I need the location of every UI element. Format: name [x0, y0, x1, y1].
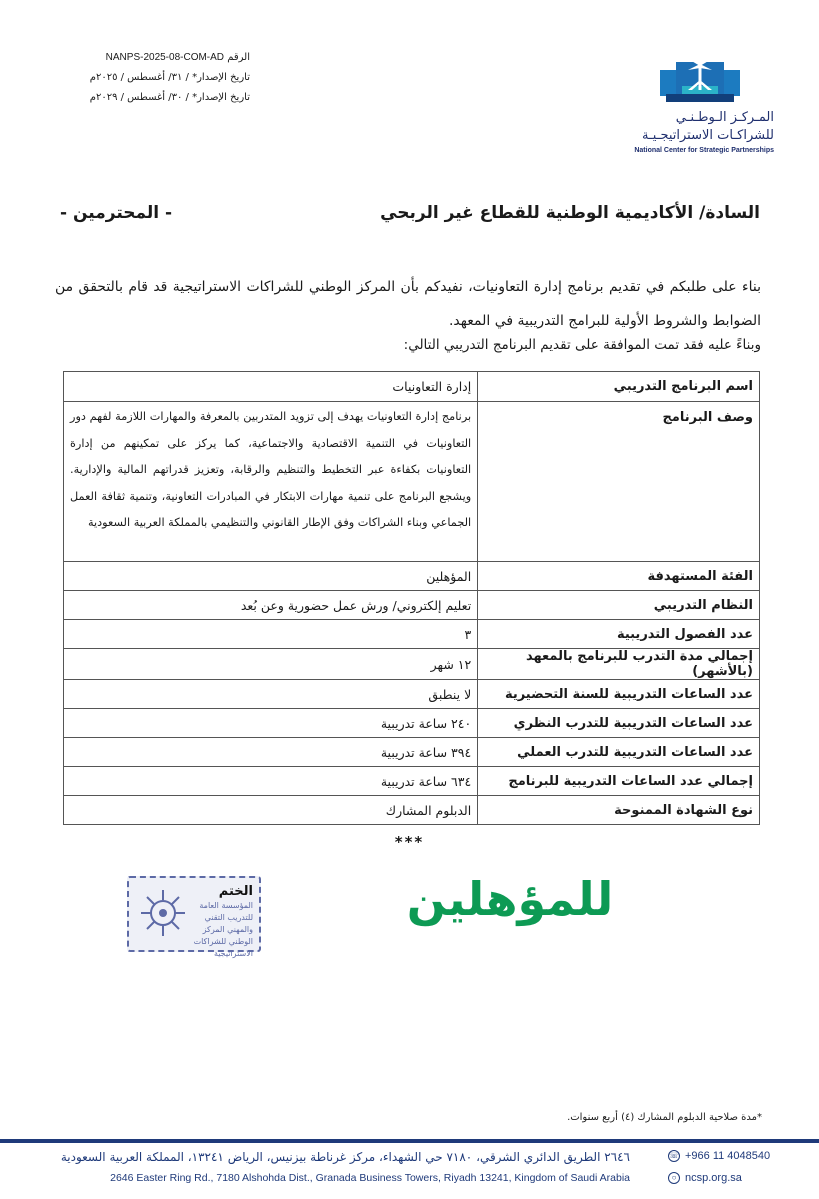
- row-label: عدد الساعات التدريبية للتدرب النظري: [478, 709, 760, 738]
- phone-icon: ☏: [669, 1151, 680, 1161]
- row-label: عدد الفصول التدريبية: [478, 620, 760, 649]
- logo-english-name: National Center for Strategic Partnerships: [634, 147, 774, 154]
- footer-phone: [668, 1150, 788, 1162]
- row-value: ١٢ شهر: [64, 649, 478, 680]
- globe-icon: ○: [668, 1172, 680, 1184]
- stamp-text: المؤسسة العامة للتدريب التقني والمهني المركز الوطني للشراكات الاستراتيجية: [193, 901, 253, 958]
- row-value: لا ينطبق: [64, 680, 478, 709]
- reference-label: الرقم: [227, 52, 250, 63]
- seal-emblem-icon: [135, 884, 191, 942]
- table-row: [64, 620, 760, 649]
- row-value: الدبلوم المشارك: [64, 796, 478, 825]
- table-row: [64, 709, 760, 738]
- row-label: الفئة المستهدفة: [478, 562, 760, 591]
- row-label: نوع الشهادة الممنوحة: [478, 796, 760, 825]
- row-value: المؤهلين: [64, 562, 478, 591]
- expiry-date: تاريخ الإصدار* / ٣٠/ أغسطس / ٢٠٢٩م: [89, 92, 250, 103]
- body-paragraph: بناء على طلبكم في تقديم برنامج إدارة التعاونيات، نفيدكم بأن المركز الوطني للشراكات الاستراتيجية قد قام بالتحقق من الضوابط والشروط الأولية للبرامج التدريبية في المعهد.: [55, 279, 761, 329]
- separator-stars: ***: [394, 833, 425, 851]
- table-row: [64, 680, 760, 709]
- footnote: *مدة صلاحية الدبلوم المشارك (٤) أربع سنوات.: [567, 1112, 762, 1123]
- footer-address-arabic: ٢٦٤٦ الطريق الدائري الشرقي، ٧١٨٠ حي الشهداء، مركز غرناطة بيزنيس، الرياض ١٣٢٤١، المملكة العربية السعودية: [60, 1150, 630, 1164]
- table-row: [64, 591, 760, 620]
- footer-address-english: 2646 Easter Ring Rd., 7180 Alshohda Dist., Granada Business Towers, Riyadh 13241, Kingdom of Saudi Arabia: [110, 1172, 630, 1184]
- table-intro: وبناءً عليه فقد تمت الموافقة على تقديم البرنامج التدريبي التالي:: [403, 337, 761, 353]
- row-label: عدد الساعات التدريبية للسنة التحضيرية: [478, 680, 760, 709]
- reference-number: [60, 48, 250, 68]
- addressee-name: السادة/ الأكاديمية الوطنية للقطاع غير الربحي: [380, 203, 760, 223]
- row-value: إدارة التعاونيات: [64, 372, 478, 402]
- row-value: ٣٩٤ ساعة تدريبية: [64, 738, 478, 767]
- honorific: - المحترمين -: [60, 203, 173, 223]
- logo-arabic-line1: المـركـز الـوطـنـي: [675, 110, 774, 125]
- website-link[interactable]: ncsp.org.sa: [685, 1172, 742, 1184]
- table-row: [64, 738, 760, 767]
- row-label: عدد الساعات التدريبية للتدرب العملي: [478, 738, 760, 767]
- footer-divider: [0, 1139, 819, 1143]
- reference-value: NANPS-2025-08-COM-AD: [105, 52, 225, 63]
- table-row: [64, 649, 760, 680]
- table-row: [64, 796, 760, 825]
- row-value: برنامج إدارة التعاونيات يهدف إلى تزويد المتدربين بالمعرفة والمهارات اللازمة لفهم دور التعاونيات في التنمية الاقتصادية والاجتماعية، كما يركز على تمكينهم من إدارة التعاونيات بكفاءة عبر التخطيط والتنظيم والرقابة، وتعزيز قدراتهم المالية والإدارية. ويشجع البرنامج على تنمية مهارات الابتكار في المبادرات التعاونية، وتنمية ثقافة العمل الجماعي وبناء الشراكات وفق الإطار القانوني والتنظيمي بالمملكة العربية السعودية: [64, 402, 478, 562]
- row-label: النظام التدريبي: [478, 591, 760, 620]
- issue-date: تاريخ الإصدار* / ٣١/ أغسطس / ٢٠٢٥م: [89, 72, 250, 83]
- table-row: [64, 372, 760, 402]
- row-label: وصف البرنامج: [478, 402, 760, 562]
- row-label: إجمالي عدد الساعات التدريبية للبرنامج: [478, 767, 760, 796]
- phone-number: +966 11 4048540: [685, 1150, 771, 1162]
- logo-arabic-line2: للشراكـات الاستراتيجـيـة: [641, 128, 774, 143]
- official-stamp: [127, 876, 261, 958]
- ncsp-logo: [620, 50, 780, 160]
- table-row: [64, 402, 760, 562]
- row-value: ٦٣٤ ساعة تدريبية: [64, 767, 478, 796]
- table-row: [64, 767, 760, 796]
- letter-meta: [60, 48, 250, 108]
- program-details-table: [63, 371, 760, 825]
- row-label: اسم البرنامج التدريبي: [478, 372, 760, 402]
- footer-website[interactable]: [668, 1172, 788, 1184]
- row-value: ٣: [64, 620, 478, 649]
- table-row: [64, 562, 760, 591]
- row-value: تعليم إلكتروني/ ورش عمل حضورية وعن بُعد: [64, 591, 478, 620]
- ncsp-emblem-icon: [658, 50, 742, 106]
- row-value: ٢٤٠ ساعة تدريبية: [64, 709, 478, 738]
- row-label: إجمالي مدة التدرب للبرنامج بالمعهد (بالأشهر): [478, 649, 760, 680]
- stamp-heading: الختم: [218, 884, 253, 899]
- qualified-overlay-text: للمؤهلين: [406, 872, 614, 926]
